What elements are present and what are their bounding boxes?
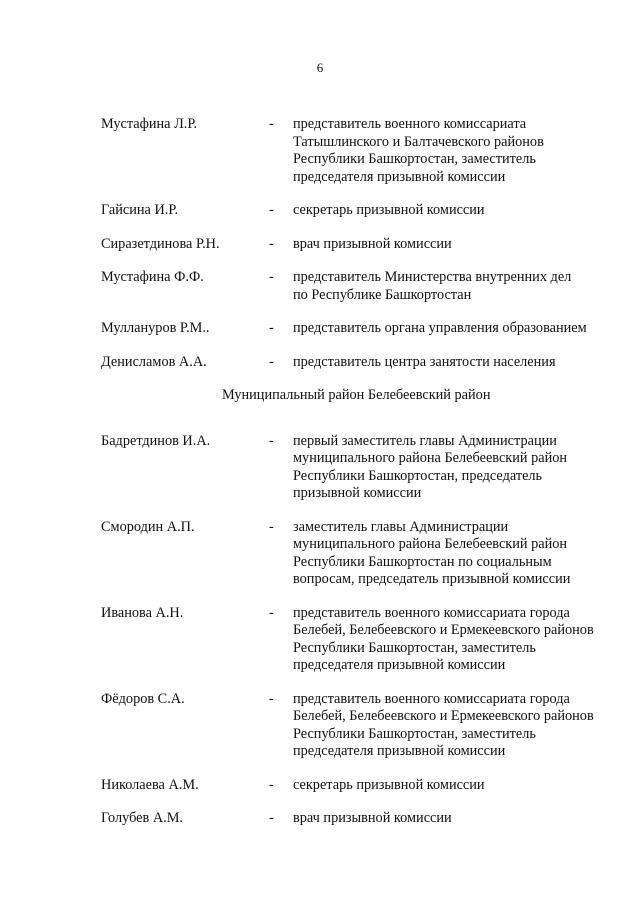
- member-role: [293, 354, 621, 372]
- dash-separator: -: [269, 202, 274, 218]
- member-role-line: врач призывной комиссии: [293, 810, 452, 826]
- member-role-line: представитель Министерства внутренних дел: [293, 269, 572, 285]
- member-role-line: секретарь призывной комиссии: [293, 776, 485, 793]
- member-role: [293, 691, 621, 761]
- member-name: Смородин А.П.: [101, 518, 195, 535]
- member-role-line: по Республике Башкортостан: [293, 286, 472, 303]
- list-item: [101, 236, 621, 254]
- member-name: Фёдоров С.А.: [101, 690, 185, 707]
- dash-separator: -: [269, 810, 274, 826]
- member-role: [293, 116, 621, 186]
- section-heading: Муниципальный район Белебеевский район: [222, 387, 491, 403]
- dash-separator: -: [269, 518, 274, 535]
- dash-separator: -: [269, 776, 274, 793]
- member-role-line: врач призывной комиссии: [293, 235, 452, 252]
- member-role-line: призывной комиссии: [293, 485, 422, 501]
- member-role-line: представитель военного комиссариата города: [293, 690, 570, 707]
- dash-separator: -: [269, 353, 274, 370]
- member-role-line: представитель военного комиссариата: [293, 116, 527, 132]
- member-name: Мустафина Ф.Ф.: [101, 269, 204, 285]
- list-item: [101, 605, 621, 675]
- member-role: [293, 605, 621, 675]
- member-role: [293, 810, 621, 828]
- member-role-line: Республики Башкортостан, заместитель: [293, 725, 536, 742]
- member-role-line: Белебей, Белебеевского и Ермекеевского районов: [293, 708, 594, 724]
- list-item: [101, 354, 621, 372]
- page-number: 6: [316, 60, 324, 75]
- member-name: Мустафина Л.Р.: [101, 116, 198, 132]
- list-item: [101, 777, 621, 795]
- dash-separator: -: [269, 269, 274, 285]
- dash-separator: -: [269, 432, 274, 449]
- dash-separator: -: [269, 690, 274, 707]
- member-role-line: Республики Башкортостан, заместитель: [293, 639, 536, 656]
- list-item: [101, 269, 621, 304]
- member-role-line: вопросам, председатель призывной комиссии: [293, 571, 571, 587]
- list-item: [101, 433, 621, 503]
- member-role: [293, 236, 621, 254]
- member-role-line: Республики Башкортостан, председатель: [293, 467, 543, 484]
- list-item: [101, 691, 621, 761]
- member-role: [293, 777, 621, 795]
- member-name: Сиразетдинова Р.Н.: [101, 235, 220, 252]
- member-name: Денисламов А.А.: [101, 353, 207, 370]
- member-role-line: Республики Башкортостан по социальным: [293, 553, 552, 570]
- member-role: [293, 202, 621, 220]
- list-item: [101, 320, 621, 338]
- member-role-line: Белебей, Белебеевского и Ермекеевского районов: [293, 622, 594, 638]
- member-role: [293, 320, 621, 338]
- member-role-line: представитель центра занятости населения: [293, 353, 556, 370]
- member-role-line: муниципального района Белебеевский район: [293, 450, 568, 466]
- member-name: Николаева А.М.: [101, 776, 199, 793]
- list-item: [101, 810, 621, 828]
- list-item: [101, 202, 621, 220]
- member-role-line: Республики Башкортостан, заместитель: [293, 151, 536, 167]
- member-role-line: первый заместитель главы Администрации: [293, 432, 557, 449]
- member-role: [293, 269, 621, 304]
- member-role-line: муниципального района Белебеевский район: [293, 536, 568, 552]
- member-name: Муллануров Р.М..: [101, 320, 210, 336]
- list-item: [101, 519, 621, 589]
- commission-list: [101, 116, 621, 844]
- member-role-line: представитель органа управления образованием: [293, 320, 587, 336]
- member-role-line: представитель военного комиссариата города: [293, 604, 570, 621]
- member-role-line: заместитель главы Администрации: [293, 518, 509, 535]
- member-role: [293, 433, 621, 503]
- dash-separator: -: [269, 604, 274, 621]
- member-role-line: председателя призывной комиссии: [293, 743, 506, 759]
- member-role-line: секретарь призывной комиссии: [293, 202, 485, 218]
- member-name: Гайсина И.Р.: [101, 202, 179, 218]
- list-item: [101, 116, 621, 186]
- member-name: Голубев А.М.: [101, 810, 184, 826]
- member-role: [293, 519, 621, 589]
- dash-separator: -: [269, 116, 274, 132]
- member-role-line: председателя призывной комиссии: [293, 168, 506, 185]
- dash-separator: -: [269, 320, 274, 336]
- dash-separator: -: [269, 235, 274, 252]
- member-name: Бадретдинов И.А.: [101, 432, 211, 449]
- member-name: Иванова А.Н.: [101, 604, 184, 621]
- member-role-line: Татышлинского и Балтачевского районов: [293, 133, 544, 150]
- member-role-line: председателя призывной комиссии: [293, 657, 506, 673]
